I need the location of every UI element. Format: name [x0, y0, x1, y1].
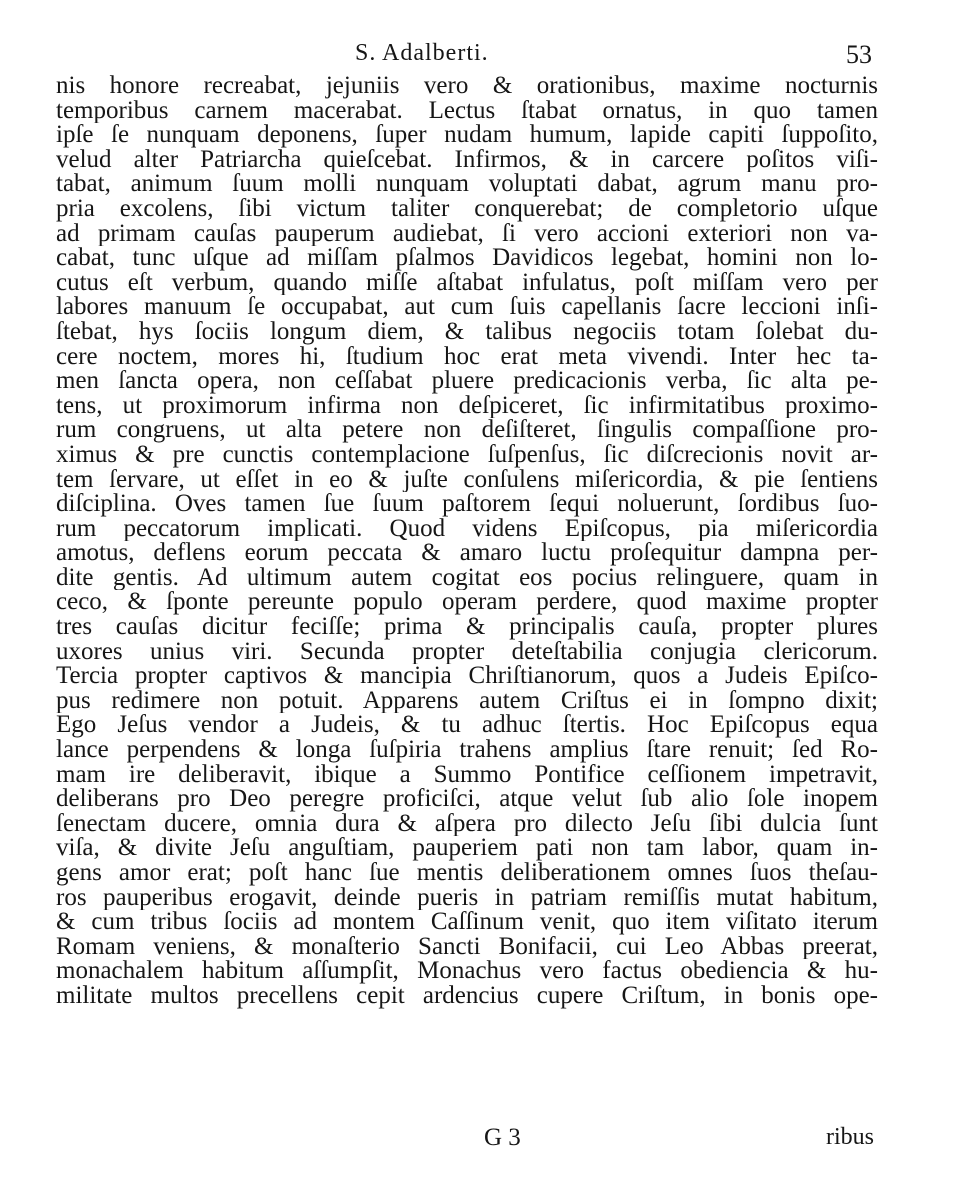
text-line: gens amor erat; poſt hanc ſue mentis deliberationem omnes ſuos theſau-: [56, 861, 878, 886]
text-line: ximus & pre cunctis contemplacione ſuſpenſus, ſic diſcrecionis novit ar-: [56, 442, 878, 468]
text-line: amotus, deflens eorum peccata & amaro luctu proſequitur dampna per-: [56, 541, 878, 566]
text-line: cere noctem, mores hi, ſtudium hoc erat meta vivendi. Inter hec ta-: [56, 344, 878, 370]
text-line: Tercia propter captivos & mancipia Chriſtianorum, quos a Judeis Epiſco-: [56, 664, 878, 689]
signature-mark: G 3: [484, 1124, 521, 1151]
text-line: lance perpendens & longa ſuſpiria trahens amplius ſtare renuit; ſed Ro-: [56, 738, 878, 763]
text-line: temporibus carnem macerabat. Lectus ſtabat ornatus, in quo tamen: [56, 98, 878, 124]
page-number: 53: [846, 40, 872, 69]
text-line: rum congruens, ut alta petere non deſiſteret, ſingulis compaſſione pro-: [56, 418, 878, 443]
text-line: mam ire deliberavit, ibique a Summo Pontifice ceſſionem impetravit,: [56, 762, 878, 788]
text-line: tens, ut proximorum infirma non deſpiceret, ſic infirmitatibus proximo-: [56, 393, 878, 419]
text-line: viſa, & divite Jeſu anguſtiam, pauperiem pati non tam labor, quam in-: [56, 836, 878, 861]
text-line: ad primam cauſas pauperum audiebat, ſi vero accioni exteriori non va-: [56, 221, 878, 247]
body-text: [56, 74, 878, 1009]
text-line: Romam veniens, & monaſterio Sancti Bonifacii, cui Leo Abbas preerat,: [56, 934, 878, 960]
text-line: tem ſervare, ut eſſet in eo & juſte conſulens miſericordia, & pie ſentiens: [56, 467, 878, 493]
text-line: ſtebat, hys ſociis longum diem, & talibus negociis totam ſolebat du-: [56, 319, 878, 345]
text-line: ſenectam ducere, omnia dura & aſpera pro dilecto Jeſu ſibi dulcia ſunt: [56, 811, 878, 837]
text-line: ipſe ſe nunquam deponens, ſuper nudam humum, lapide capiti ſuppoſito,: [56, 123, 878, 148]
catchword: ribus: [826, 1124, 874, 1150]
page-header: [0, 34, 960, 74]
text-line: Ego Jeſus vendor a Judeis, & tu adhuc ſtertis. Hoc Epiſcopus equa: [56, 713, 878, 739]
text-line: nis honore recreabat, jejuniis vero & orationibus, maxime nocturnis: [56, 74, 878, 99]
text-line: pria excolens, ſibi victum taliter conquerebat; de completorio uſque: [56, 196, 878, 222]
text-line: tres cauſas dicitur feciſſe; prima & principalis cauſa, propter plures: [56, 615, 878, 640]
text-line: men ſancta opera, non ceſſabat pluere predicacionis verba, ſic alta pe-: [56, 369, 878, 394]
text-line: monachalem habitum aſſumpſit, Monachus vero factus obediencia & hu-: [56, 959, 878, 984]
text-line: diſciplina. Oves tamen ſue ſuum paſtorem ſequi noluerunt, ſordibus ſuo-: [56, 492, 878, 517]
page-footer: [0, 1124, 960, 1164]
text-line: rum peccatorum implicati. Quod videns Epiſcopus, pia miſericordia: [56, 516, 878, 542]
text-line: velud alter Patriarcha quieſcebat. Infirmos, & in carcere poſitos viſi-: [56, 147, 878, 173]
text-line: cutus eſt verbum, quando miſſe aſtabat infulatus, poſt miſſam vero per: [56, 270, 878, 296]
text-line: cabat, tunc uſque ad miſſam pſalmos Davidicos legebat, homini non lo-: [56, 246, 878, 271]
running-head: S. Adalberti.: [355, 40, 489, 66]
text-line: uxores unius viri. Secunda propter deteſtabilia conjugia clericorum.: [56, 639, 878, 665]
text-line: militate multos precellens cepit ardencius cupere Criſtum, in bonis ope-: [56, 983, 878, 1009]
text-line: ceco, & ſponte pereunte populo operam perdere, quod maxime propter: [56, 590, 878, 616]
text-line: ros pauperibus erogavit, deinde pueris in patriam remiſſis mutat habitum,: [56, 885, 878, 911]
text-line: deliberans pro Deo peregre proficiſci, atque velut ſub alio ſole inopem: [56, 787, 878, 812]
text-line: pus redimere non potuit. Apparens autem Criſtus ei in ſompno dixit;: [56, 688, 878, 714]
text-line: & cum tribus ſociis ad montem Caſſinum venit, quo item viſitato iterum: [56, 910, 878, 935]
text-line: labores manuum ſe occupabat, aut cum ſuis capellanis ſacre leccioni inſi-: [56, 295, 878, 320]
text-line: tabat, animum ſuum molli nunquam voluptati dabat, agrum manu pro-: [56, 172, 878, 197]
text-line: dite gentis. Ad ultimum autem cogitat eos pocius relinguere, quam in: [56, 565, 878, 591]
